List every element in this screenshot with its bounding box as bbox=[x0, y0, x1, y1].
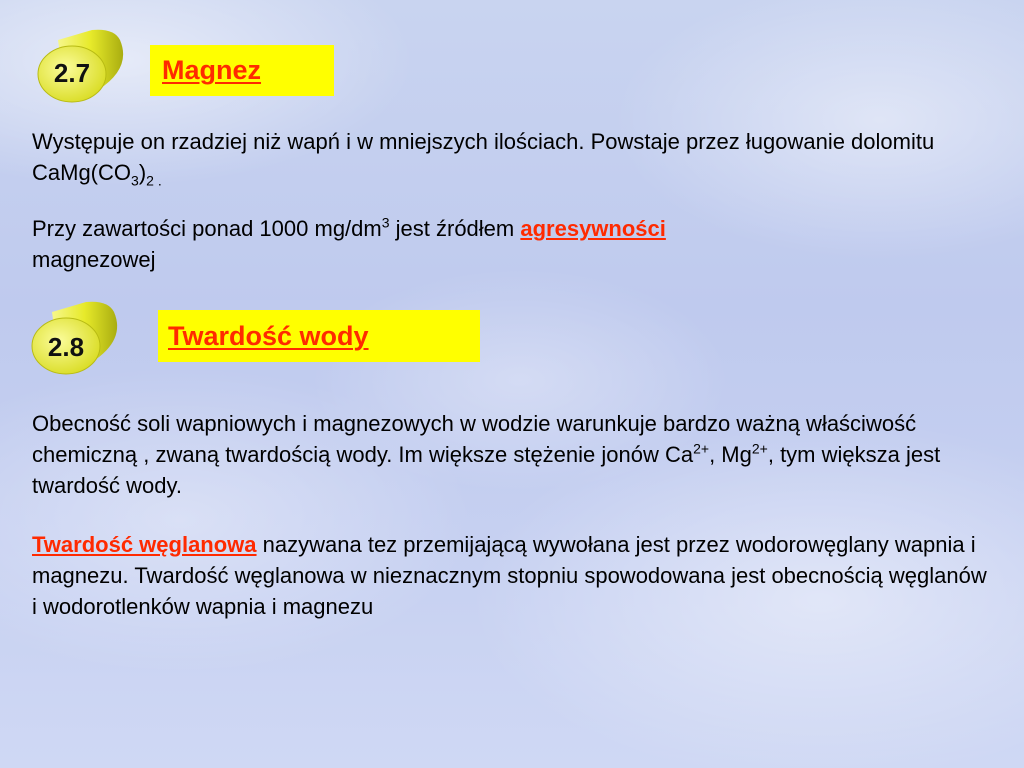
paragraph-hardness-definition bbox=[32, 408, 982, 501]
section-number-badge-2-8 bbox=[30, 300, 122, 364]
highlight-term: Twardość węglanowa bbox=[32, 532, 257, 557]
section-number-badge-2-7 bbox=[36, 28, 128, 92]
paragraph-text: , tym większa jest twardość wody. bbox=[32, 442, 941, 498]
section-title: Magnez bbox=[162, 55, 262, 85]
paragraph-carbonate-hardness bbox=[32, 529, 992, 622]
paragraph-magnez-occurrence bbox=[32, 126, 982, 188]
section-number: 2.7 bbox=[53, 58, 91, 88]
section-title-box-twardosc bbox=[158, 310, 480, 362]
paragraph-text: jest źródłem bbox=[389, 216, 521, 241]
paragraph-text: magnezowej bbox=[32, 247, 156, 272]
subscript: 3 bbox=[131, 172, 139, 189]
section-number: 2.8 bbox=[47, 332, 85, 362]
highlight-term: agresywności bbox=[520, 216, 666, 241]
section-title: Twardość wody bbox=[168, 321, 369, 351]
paragraph-magnez-aggressiveness bbox=[32, 213, 982, 275]
paragraph-text: Obecność soli wapniowych i magnezowych w wodzie warunkuje bardzo ważną właściwość chemiczną , zwaną twardością wody. Im większe stężenie jonów Ca bbox=[32, 411, 917, 467]
superscript: 2+ bbox=[693, 440, 710, 457]
paragraph-text: nazywana tez przemijającą wywołana jest przez wodorowęglany wapnia i magnezu. Twardość węglanowa w nieznacznym stopniu spowodowana jest obecnością węglanów i wodorotlenków wapnia i magnezu bbox=[32, 532, 987, 619]
paragraph-text: , Mg bbox=[709, 442, 752, 467]
paragraph-text: ) bbox=[138, 160, 147, 185]
subscript: 2 . bbox=[146, 172, 162, 189]
paragraph-text: Przy zawartości ponad 1000 mg/dm bbox=[32, 216, 382, 241]
paragraph-text: Występuje on rzadziej niż wapń i w mniejszych ilościach. Powstaje przez ługowanie dolomitu CaMg(CO bbox=[32, 129, 935, 185]
superscript: 2+ bbox=[751, 440, 768, 457]
superscript: 3 bbox=[381, 214, 390, 231]
section-title-box-magnez bbox=[150, 45, 334, 96]
